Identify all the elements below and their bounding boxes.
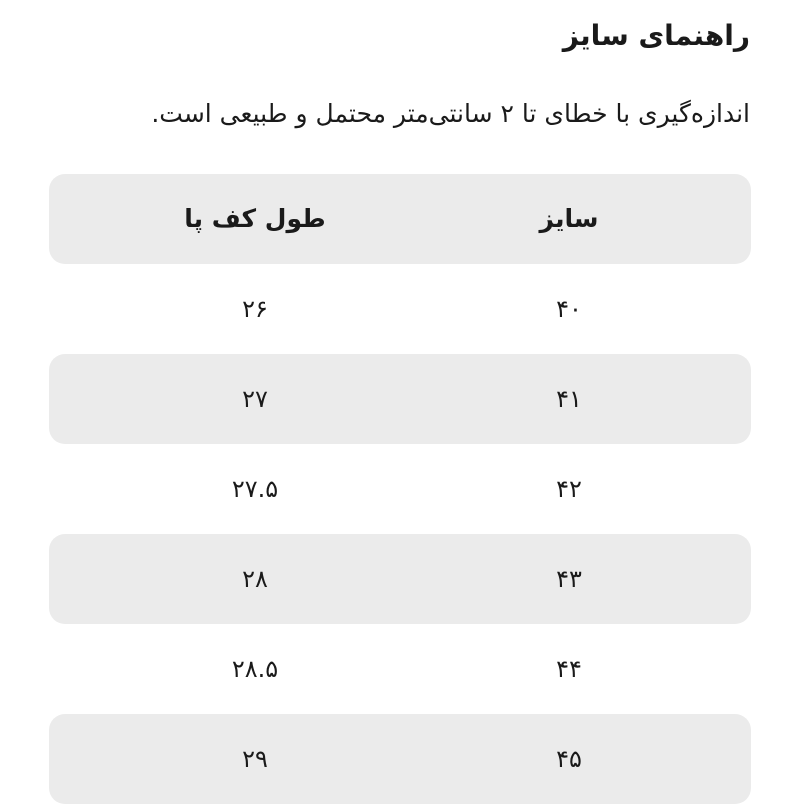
size-cell: ۴۴ <box>556 655 582 683</box>
size-cell: ۴۲ <box>556 475 582 503</box>
table-row <box>49 264 751 354</box>
foot-length-cell: ۲۶ <box>242 295 268 323</box>
table-row <box>49 354 751 444</box>
table-header-row <box>49 174 751 264</box>
size-table <box>49 174 751 804</box>
foot-length-cell: ۲۹ <box>242 745 268 773</box>
foot-length-cell: ۲۷.۵ <box>231 475 279 503</box>
foot-length-cell: ۲۸ <box>242 565 268 593</box>
table-row <box>49 714 751 804</box>
size-cell: ۴۱ <box>556 385 582 413</box>
size-cell: ۴۰ <box>556 295 582 323</box>
page-title: راهنمای سایز <box>562 19 750 52</box>
header-size: سایز <box>539 204 599 233</box>
table-row <box>49 444 751 534</box>
measurement-note: اندازه‌گیری با خطای تا ۲ سانتی‌متر محتمل و طبیعی است. <box>151 99 750 128</box>
size-cell: ۴۵ <box>556 745 582 773</box>
table-row <box>49 624 751 714</box>
foot-length-cell: ۲۷ <box>242 385 268 413</box>
table-row <box>49 534 751 624</box>
size-cell: ۴۳ <box>556 565 582 593</box>
foot-length-cell: ۲۸.۵ <box>231 655 279 683</box>
header-foot-length: طول کف پا <box>184 204 326 233</box>
